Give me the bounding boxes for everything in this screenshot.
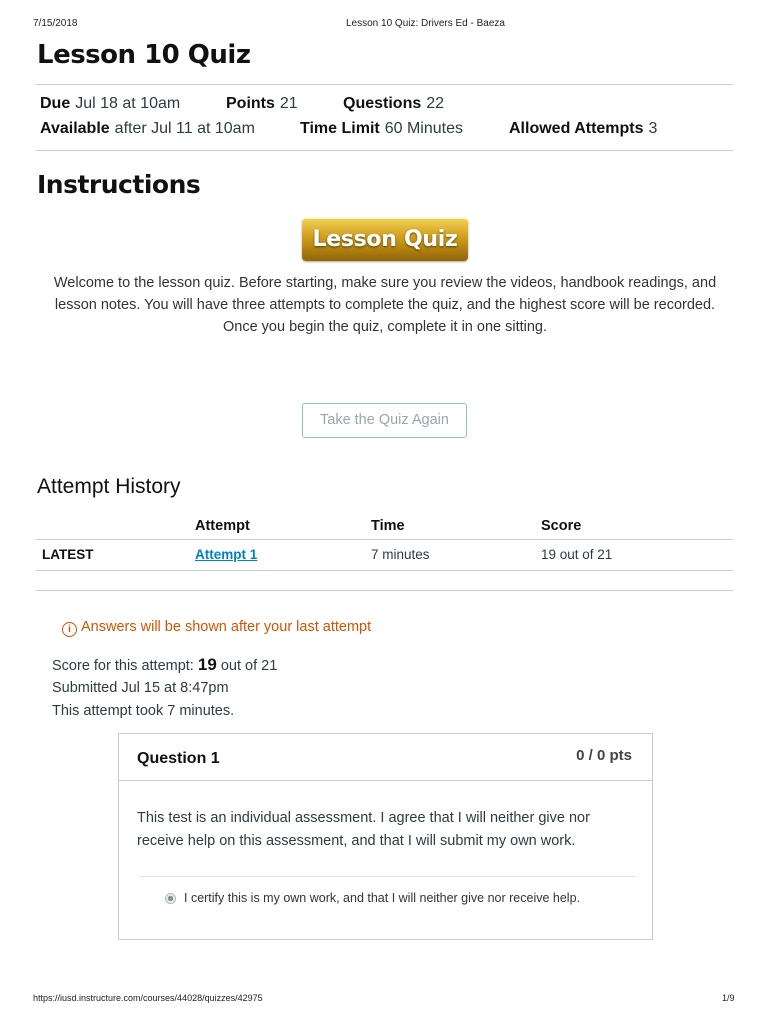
table-divider	[36, 539, 733, 540]
lesson-quiz-banner: Lesson Quiz	[302, 218, 468, 261]
print-page-number: 1/9	[722, 993, 735, 1003]
question-card	[118, 733, 653, 940]
available-detail	[40, 120, 255, 138]
score-prefix: Score for this attempt:	[52, 658, 194, 674]
page-title: Lesson 10 Quiz	[37, 40, 251, 70]
submitted-line: Submitted Jul 15 at 8:47pm	[52, 680, 229, 696]
question-header	[119, 734, 652, 781]
duration-line: This attempt took 7 minutes.	[52, 703, 235, 719]
due-label: Due	[40, 95, 71, 112]
divider	[36, 84, 733, 85]
questions-detail	[343, 95, 444, 113]
question-points: 0 / 0 pts	[576, 747, 632, 764]
available-label: Available	[40, 120, 110, 137]
question-text: This test is an individual assessment. I agree that I will neither give nor receive help on this assessment, and that I will submit my own work.	[137, 810, 590, 849]
score-value: 19	[197, 655, 217, 674]
answer-divider	[140, 876, 635, 877]
time-limit-label: Time Limit	[300, 120, 380, 137]
question-title: Question 1	[137, 750, 220, 767]
row-score: 19 out of 21	[541, 547, 613, 562]
row-latest-label: LATEST	[42, 547, 94, 562]
due-detail	[40, 95, 180, 113]
answers-notice	[62, 619, 371, 637]
answer-radio[interactable]	[165, 893, 176, 904]
divider	[36, 150, 733, 151]
score-line	[52, 655, 277, 675]
attempt-history-title: Attempt History	[37, 475, 181, 498]
instructions-title: Instructions	[37, 170, 201, 199]
print-doc-title: Lesson 10 Quiz: Drivers Ed - Baeza	[346, 18, 505, 29]
points-value: 21	[279, 95, 298, 112]
time-limit-detail	[300, 120, 463, 138]
answer-label: I certify this is my own work, and that I will neither give nor receive help.	[184, 891, 580, 905]
table-divider	[36, 570, 733, 571]
points-label: Points	[226, 95, 275, 112]
available-value: after Jul 11 at 10am	[114, 120, 255, 137]
print-url: https://iusd.instructure.com/courses/44028/quizzes/42975	[33, 993, 263, 1003]
due-value: Jul 18 at 10am	[75, 95, 181, 112]
row-time: 7 minutes	[371, 547, 430, 562]
attempts-value: 3	[648, 120, 658, 137]
welcome-text: Welcome to the lesson quiz. Before starting, make sure you review the videos, handbook readings, and lesson notes. You will have three attempts to complete the quiz, and the highest score will be recorded. Once you begin the quiz, complete it in one sitting.	[53, 275, 717, 335]
attempt-1-link[interactable]: Attempt 1	[195, 547, 258, 562]
info-icon: i	[62, 622, 77, 637]
score-suffix: out of 21	[220, 658, 278, 674]
time-limit-value: 60 Minutes	[384, 120, 463, 137]
answers-notice-text: Answers will be shown after your last attempt	[81, 619, 372, 635]
questions-label: Questions	[343, 95, 422, 112]
header-attempt: Attempt	[195, 518, 250, 534]
points-detail	[226, 95, 298, 113]
attempts-label: Allowed Attempts	[509, 120, 644, 137]
questions-value: 22	[426, 95, 445, 112]
print-date: 7/15/2018	[33, 18, 78, 29]
divider	[36, 590, 733, 591]
take-quiz-again-button[interactable]: Take the Quiz Again	[302, 403, 467, 438]
attempts-detail	[509, 120, 657, 138]
header-score: Score	[541, 518, 582, 534]
header-time: Time	[371, 518, 405, 534]
